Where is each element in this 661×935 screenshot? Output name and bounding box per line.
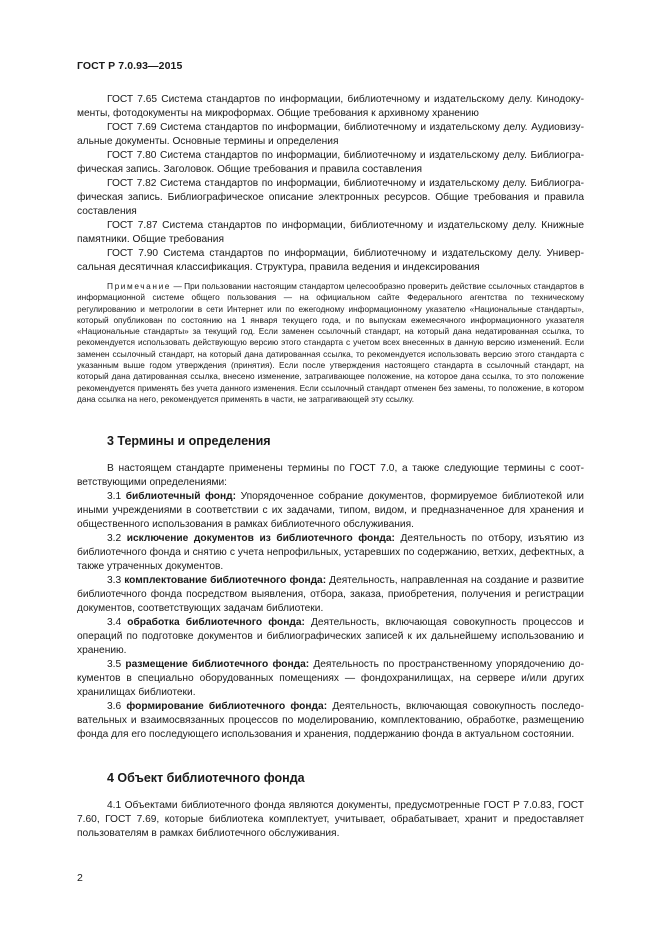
term-number: 3.4 [107,617,128,629]
term-name: библиотечный фонд: [125,491,237,503]
term-text: Упорядоченное собрание документов, формируемое библиотекой или иными учреждениями в соответствии с их задачами, типом, видом, и предназначенное для хранения и общественного использования в рамках библиотечного обслуживания. [77,491,584,531]
note-block [77,281,584,405]
term-text: Деятельность по пространственному упорядочению документов в специально оборудованных помещениях — фондохранилищах, на сервере и/или других хранилищах библиотеки. [77,659,585,699]
standard-header: ГОСТ Р 7.0.93—2015 [77,60,183,72]
term-definition [77,490,584,532]
term-number: 3.3 [107,575,125,587]
term-number: 3.6 [107,701,127,713]
reference-item: ГОСТ 7.87 Система стандартов по информации, библиотечному и издательскому делу. Книжные памятники. Общие требования [77,220,584,245]
term-definition [77,574,584,616]
term-text: Деятельность по отбору, изъятию из библиотечного фонда и снятию с учета непрофильных, устаревших по содержанию, ветхих, дефектных, а также утраченных документов. [77,533,584,573]
note-label: Примечание [107,281,172,291]
reference-item: ГОСТ 7.82 Система стандартов по информации, библиотечному и издательскому делу. Библиографическая запись. Библиографическое описание электронных ресурсов. Общие требования и правила составления [77,178,584,217]
term-definition [77,532,584,574]
term-number: 3.5 [107,659,126,671]
term-text: Деятельность, направленная на создание и развитие библиотечного фонда посредством выявления, отбора, заказа, приобретения, получения и регистрации документов, соответствующих задачам библиотеки. [77,575,584,615]
term-number: 3.1 [107,491,126,503]
term-name: исключение документов из библиотечного фонда: [126,533,395,545]
term-name: комплектование библиотечного фонда: [124,575,327,587]
normative-references [77,93,584,275]
term-definition [77,616,584,658]
reference-item: ГОСТ 7.90 Система стандартов по информации, библиотечному и издательскому делу. Универсальная десятичная классификация. Структура, правила ведения и индексирования [77,248,584,273]
note-text: — При пользовании настоящим стандартом целесообразно проверить действие ссылочных стандартов в информационной системе общего пользования — на официальном сайте Федерального агентства по техническому регулированию и метрологии в сети Интернет или по ежегодному информационному указателю «Национальные стандарты», который опубликован по состоянию на 1 января текущего года, и по выпускам ежемесячного информационного указателя «Национальные стандарты» за текущий год. Если заменен ссылочный стандарт, на который дана недатированная ссылка, то рекомендуется использовать действующую версию этого стандарта с учетом всех внесенных в данную версию изменений. Если заменен ссылочный стандарт, на который дана датированная ссылка, то рекомендуется использовать версию этого стандарта с указанным выше годом утверждения (принятия). Если после утверждения настоящего стандарта в ссылочный стандарт, на который дана датированная ссылка, внесено изменение, затрагивающее положение, на которое дана ссылка, то это положение рекомендуется применять без учета данного изменения. Если ссылочный стандарт отменен без замены, то положение, в котором дана ссылка на него, рекомендуется применять в части, не затрагивающей эту ссылку. [77,281,584,404]
term-text: Деятельность, включающая совокупность последовательных и взаимосвязанных процессов по моделированию, комплектованию, обработке, размещению фонда для его последующего использования и хранения, поддержанию фонда в актуальном состоянии. [77,701,585,741]
term-name: формирование библиотечного фонда: [126,701,328,713]
document-body [77,93,584,841]
section-4-paragraph: 4.1 Объектами библиотечного фонда являются документы, предусмотренные ГОСТ Р 7.0.83, ГОСТ 7.60, ГОСТ 7.69, которые библиотека комплектует, учитывает, обрабатывает, хранит и предоставляет пользователям в рамках библиотечного обслуживания. [77,800,584,840]
section-3-intro: В настоящем стандарте применены термины по ГОСТ 7.0, а также следующие термины с соответствующими определениями: [77,463,584,489]
reference-item: ГОСТ 7.65 Система стандартов по информации, библиотечному и издательскому делу. Кинодокументы, фотодокументы на микроформах. Общие требования к архивному хранению [77,94,584,119]
term-name: размещение библиотечного фонда: [125,659,310,671]
reference-item: ГОСТ 7.69 Система стандартов по информации, библиотечному и издательскому делу. Аудиовизуальные документы. Основные термины и определения [77,122,584,147]
reference-item: ГОСТ 7.80 Система стандартов по информации, библиотечному и издательскому делу. Библиографическая запись. Заголовок. Общие требования и правила составления [77,150,584,175]
term-name: обработка библиотечного фонда: [127,617,305,629]
term-definition [77,700,584,742]
term-text: Деятельность, включающая совокупность процессов и операций по подготовке документов и библиографических записей к их дальнейшему использованию и хранению. [77,617,584,657]
term-definition [77,658,584,700]
term-number: 3.2 [107,533,127,545]
section-4-title: 4 Объект библиотечного фонда [107,771,305,786]
page-number: 2 [77,872,83,884]
section-3-title: 3 Термины и определения [107,434,271,449]
